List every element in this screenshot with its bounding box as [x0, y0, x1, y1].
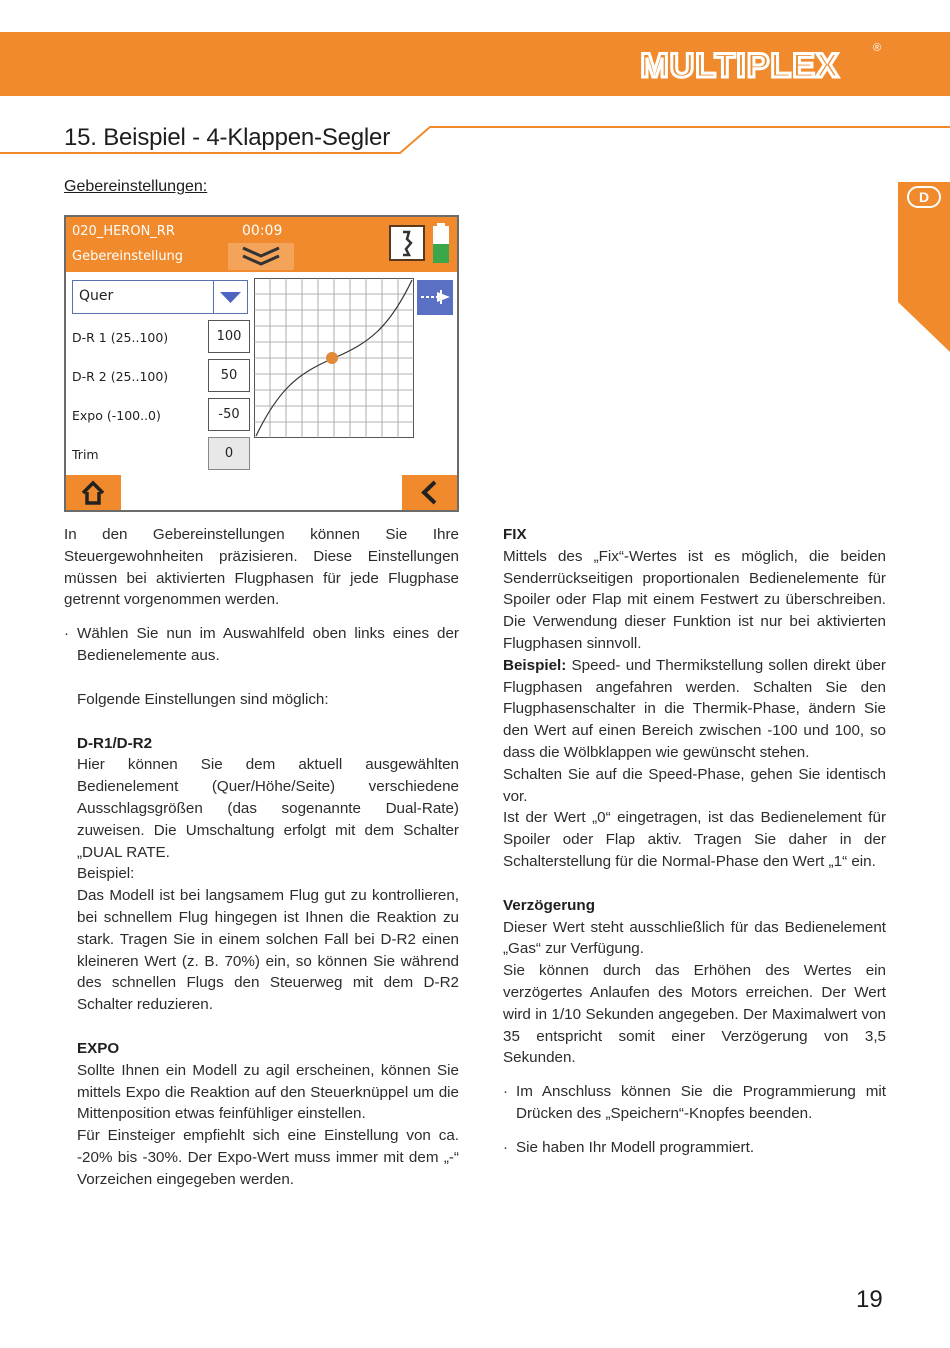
section-subheading: Gebereinstellungen: [64, 178, 208, 195]
intro-paragraph: In den Gebereinstellungen können Sie Ihre Steuergewohnheiten präzisieren. Diese Einstellungen müssen bei aktivierten Flugphasen für jede Flugphase getrennt vorgenommen werden. [64, 526, 459, 609]
dr2-value-field[interactable]: 50 [208, 359, 250, 392]
dr-example: Das Modell ist bei langsamem Flug gut zu kontrollieren, bei schnellem Flug hingegen ist Ihnen die Reaktion zu stark. Tragen Sie in einem solchen Fall bei D-R2 einen kleineren Wert (z. B. 70%) ein, so können Sie während des schnellen Flugs den Steuerweg mit dem D-R2 Schalter reduzieren. [77, 887, 459, 1014]
control-select[interactable] [72, 280, 248, 314]
options-intro: Folgende Einstellungen sind möglich: [77, 690, 329, 708]
battery-icon [432, 223, 450, 263]
logo-text: MULTIPLEX [640, 47, 840, 85]
dropdown-arrow-icon [214, 281, 247, 313]
home-button[interactable] [66, 475, 121, 510]
dr-heading: D-R1/D-R2 [77, 734, 153, 752]
control-select-value: Quer [79, 288, 114, 304]
timer-display: 00:09 [242, 223, 283, 239]
fix-text-3: Ist der Wert „0“ eingetragen, ist das Bedienelement für Spoiler oder Flap aktiv. Tragen Sie daher in der Schalterstellung für die Normal-Phase den Wert „1“ ein. [503, 809, 886, 870]
registered-mark: ® [873, 42, 882, 54]
menu-expand-button[interactable] [228, 243, 294, 270]
fix-text-1: Mittels des „Fix“-Wertes ist es möglich, die beiden Senderrückseitigen proportionalen Bedienelemente für Spoiler oder Flap mit einem Festwert zu überschreiben. Die Verwendung dieser Funktion ist nur bei aktivierten Flugphasen sinnvoll. [503, 547, 886, 652]
stick-mode-button[interactable] [389, 225, 425, 261]
dr-text: Hier können Sie dem aktuell ausgewählten Bedienelement (Quer/Höhe/Seite) verschiedene Ausschlagsgrößen (das sogenannte Dual-Rate) zuweisen. Die Umschaltung erfolgt mit dem Schalter „DUAL RATE. [77, 756, 459, 861]
chevron-left-icon [402, 475, 457, 510]
expo-curve-graph [254, 278, 414, 438]
home-icon [66, 475, 121, 510]
back-button[interactable] [402, 475, 457, 510]
stick-position-marker [326, 352, 338, 364]
dr1-value-field[interactable]: 100 [208, 320, 250, 353]
language-tab-label: D [907, 186, 941, 208]
expo-value-field[interactable]: -50 [208, 398, 250, 431]
save-bullet: · Im Anschluss können Sie die Programmierung mit Drücken des „Speichern“-Knopfes beenden. [503, 1081, 886, 1125]
dr1-label: D-R 1 (25..100) [72, 330, 169, 345]
trim-value-field: 0 [208, 437, 250, 470]
delay-heading: Verzögerung [503, 896, 595, 914]
trim-label: Trim [72, 447, 99, 462]
delay-text-1: Dieser Wert steht ausschließlich für das Bedienelement „Gas“ zur Verfügung. [503, 918, 886, 958]
control-assign-button[interactable] [417, 280, 453, 315]
control-select-toggle[interactable] [213, 281, 247, 313]
expo-text-2: Für Einsteiger empfiehlt sich eine Einstellung von ca. -20% bis -30%. Der Expo-Wert muss immer mit dem „-“ Vorzeichen eingegeben werden. [77, 1127, 459, 1188]
expo-heading: EXPO [77, 1039, 120, 1057]
fix-example: Speed- und Thermikstellung sollen direkt über Flugphasen angefahren werden. Schalten Sie den Flugphasenschalter in die Thermik-Phase, ändern Sie den Wert auf einen Bereich zwischen -100 und 100, so dass die Wölbklappen wie gewünscht stehen. [503, 656, 886, 761]
model-name: 020_HERON_RR [72, 224, 175, 239]
right-text-column [503, 524, 886, 1159]
left-text-column [64, 524, 459, 1191]
menu-title: Gebereinstellung [72, 249, 184, 264]
multiplex-logo [606, 45, 874, 85]
dr2-label: D-R 2 (25..100) [72, 369, 169, 384]
transmitter-screen [64, 215, 459, 512]
delay-text-2: Sie können durch das Erhöhen des Wertes ein verzögertes Anlaufen des Motors erreichen. Der Wert wird in 1/10 Sekunden angegeben. Der Maximalwert von 35 entspricht somit einer Verzögerung von 3,5 Sekunden. [503, 962, 886, 1067]
done-bullet: · Sie haben Ihr Modell programmiert. [503, 1137, 886, 1159]
page-number: 19 [856, 1286, 883, 1313]
double-chevron-down-icon [228, 243, 294, 270]
dr-example-label: Beispiel: [77, 865, 135, 883]
fix-heading: FIX [503, 526, 527, 543]
fix-example-label: Beispiel: [503, 656, 567, 674]
page-title: 15. Beispiel - 4-Klappen-Segler [64, 124, 390, 151]
instruction-bullet: · Wählen Sie nun im Auswahlfeld oben links eines der Bedienelemente aus. [64, 623, 459, 667]
airplane-icon [417, 280, 453, 315]
fix-text-2: Schalten Sie auf die Speed-Phase, gehen Sie identisch vor. [503, 765, 886, 805]
control-stick-icon [391, 227, 423, 259]
expo-text-1: Sollte Ihnen ein Modell zu agil erscheinen, können Sie mittels Expo die Reaktion auf den Steuerknüppel um die Mittenposition etwas feinfühliger einstellen. [77, 1061, 459, 1123]
expo-label: Expo (-100..0) [72, 408, 161, 423]
